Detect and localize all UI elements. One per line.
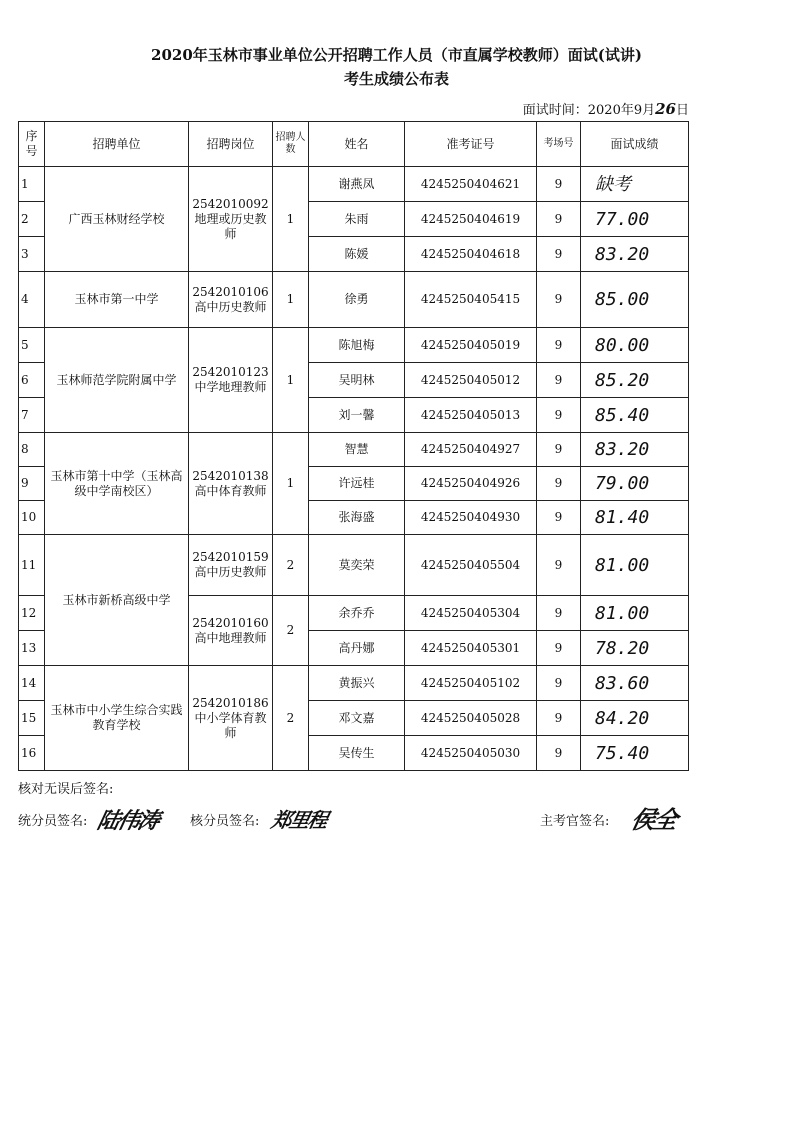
cell-seq: 3: [19, 237, 45, 272]
cell-name: 许远桂: [309, 467, 405, 501]
document-subtitle: 考生成绩公布表: [343, 70, 449, 88]
cell-unit: 广西玉林财经学校: [45, 167, 189, 272]
cell-seq: 8: [19, 433, 45, 467]
cell-post: 2542010138高中体育教师: [189, 433, 273, 535]
cell-ticket: 4245250405301: [405, 631, 537, 666]
cell-room: 9: [537, 167, 581, 202]
cell-name: 朱雨: [309, 202, 405, 237]
header-count: 招聘人数: [273, 122, 309, 167]
cell-name: 高丹娜: [309, 631, 405, 666]
cell-post: 2542010160高中地理教师: [189, 596, 273, 666]
header-post: 招聘岗位: [189, 122, 273, 167]
cell-room: 9: [537, 237, 581, 272]
cell-seq: 15: [19, 701, 45, 736]
cell-room: 9: [537, 363, 581, 398]
cell-room: 9: [537, 433, 581, 467]
cell-score: 85.20: [581, 363, 689, 398]
chief-label: 主考官签名:: [540, 814, 610, 829]
table-row: [19, 272, 689, 328]
cell-score: 80.00: [581, 328, 689, 363]
cell-room: 9: [537, 666, 581, 701]
cell-seq: 14: [19, 666, 45, 701]
reviewer-label: 核分员签名:: [190, 814, 260, 829]
cell-count: 1: [273, 433, 309, 535]
cell-room: 9: [537, 631, 581, 666]
cell-score: 78.20: [581, 631, 689, 666]
cell-score: 85.40: [581, 398, 689, 433]
reviewer-signature: 郑里程: [269, 808, 329, 832]
cell-ticket: 4245250404619: [405, 202, 537, 237]
cell-score: 75.40: [581, 736, 689, 771]
cell-name: 陈旭梅: [309, 328, 405, 363]
cell-ticket: 4245250405102: [405, 666, 537, 701]
cell-unit: 玉林市中小学生综合实践教育学校: [45, 666, 189, 771]
cell-count: 2: [273, 666, 309, 771]
cell-seq: 10: [19, 501, 45, 535]
date-label: 面试时间：2020年9月: [522, 103, 656, 118]
header-seq: 序号: [19, 122, 45, 167]
cell-score: 83.60: [581, 666, 689, 701]
cell-unit: 玉林市第一中学: [45, 272, 189, 328]
cell-score: 81.00: [581, 535, 689, 596]
cell-score: 85.00: [581, 272, 689, 328]
cell-name: 莫奕荣: [309, 535, 405, 596]
cell-name: 陈媛: [309, 237, 405, 272]
cell-ticket: 4245250405013: [405, 398, 537, 433]
cell-ticket: 4245250405012: [405, 363, 537, 398]
cell-ticket: 4245250404926: [405, 467, 537, 501]
cell-ticket: 4245250405415: [405, 272, 537, 328]
cell-room: 9: [537, 736, 581, 771]
document-title: 2020年玉林市事业单位公开招聘工作人员（市直属学校教师）面试(试讲): [151, 46, 642, 64]
scorer-signature: 陆伟涛: [94, 809, 161, 834]
cell-ticket: 4245250404927: [405, 433, 537, 467]
cell-unit: 玉林市新桥高级中学: [45, 535, 189, 666]
cell-name: 智慧: [309, 433, 405, 467]
cell-ticket: 4245250404621: [405, 167, 537, 202]
cell-post: 2542010123中学地理教师: [189, 328, 273, 433]
header-ticket: 准考证号: [405, 122, 537, 167]
cell-score: 84.20: [581, 701, 689, 736]
cell-room: 9: [537, 596, 581, 631]
cell-seq: 4: [19, 272, 45, 328]
cell-unit: 玉林师范学院附属中学: [45, 328, 189, 433]
cell-score: 81.40: [581, 501, 689, 535]
cell-ticket: 4245250404930: [405, 501, 537, 535]
date-day: 26: [655, 100, 676, 118]
cell-ticket: 4245250405030: [405, 736, 537, 771]
cell-seq: 2: [19, 202, 45, 237]
cell-ticket: 4245250405019: [405, 328, 537, 363]
cell-seq: 1: [19, 167, 45, 202]
date-suffix: 日: [675, 103, 689, 118]
cell-room: 9: [537, 398, 581, 433]
cell-name: 余乔乔: [309, 596, 405, 631]
cell-name: 邓文嘉: [309, 701, 405, 736]
cell-seq: 16: [19, 736, 45, 771]
cell-post: 2542010186中小学体育教师: [189, 666, 273, 771]
header-unit: 招聘单位: [45, 122, 189, 167]
cell-count: 2: [273, 535, 309, 596]
cell-name: 刘一馨: [309, 398, 405, 433]
cell-post: 2542010159高中历史教师: [189, 535, 273, 596]
cell-name: 吴传生: [309, 736, 405, 771]
cell-count: 1: [273, 167, 309, 272]
cell-name: 徐勇: [309, 272, 405, 328]
header-score: 面试成绩: [581, 122, 689, 167]
cell-seq: 6: [19, 363, 45, 398]
cell-room: 9: [537, 328, 581, 363]
cell-post: 2542010106高中历史教师: [189, 272, 273, 328]
scorer-label: 统分员签名:: [18, 814, 88, 829]
score-table: [18, 121, 689, 771]
cell-score: 83.20: [581, 237, 689, 272]
cell-seq: 9: [19, 467, 45, 501]
cell-ticket: 4245250405028: [405, 701, 537, 736]
cell-unit: 玉林市第十中学（玉林高级中学南校区）: [45, 433, 189, 535]
cell-ticket: 4245250405304: [405, 596, 537, 631]
cell-seq: 5: [19, 328, 45, 363]
cell-room: 9: [537, 272, 581, 328]
cell-name: 张海盛: [309, 501, 405, 535]
cell-ticket: 4245250405504: [405, 535, 537, 596]
cell-room: 9: [537, 501, 581, 535]
cell-score: 83.20: [581, 433, 689, 467]
chief-signature: 侯全: [628, 806, 679, 834]
cell-score: 81.00: [581, 596, 689, 631]
cell-count: 1: [273, 272, 309, 328]
table-row: [19, 535, 689, 596]
table-row: [19, 328, 689, 363]
interview-date: [523, 99, 689, 118]
table-row: [19, 433, 689, 467]
cell-seq: 11: [19, 535, 45, 596]
cell-score: 77.00: [581, 202, 689, 237]
cell-room: 9: [537, 202, 581, 237]
table-row: [19, 666, 689, 701]
cell-room: 9: [537, 467, 581, 501]
cell-room: 9: [537, 701, 581, 736]
header-room: 考场号: [537, 122, 581, 167]
cell-score: 79.00: [581, 467, 689, 501]
check-label: 核对无误后签名:: [18, 782, 114, 797]
cell-score: 缺考: [581, 167, 689, 202]
cell-name: 吴明林: [309, 363, 405, 398]
cell-post: 2542010092地理或历史教师: [189, 167, 273, 272]
cell-count: 1: [273, 328, 309, 433]
header-name: 姓名: [309, 122, 405, 167]
cell-seq: 12: [19, 596, 45, 631]
table-header-row: [19, 122, 689, 167]
cell-name: 黄振兴: [309, 666, 405, 701]
cell-name: 谢燕凤: [309, 167, 405, 202]
cell-room: 9: [537, 535, 581, 596]
cell-ticket: 4245250404618: [405, 237, 537, 272]
cell-seq: 7: [19, 398, 45, 433]
cell-seq: 13: [19, 631, 45, 666]
cell-count: 2: [273, 596, 309, 666]
table-row: [19, 167, 689, 202]
